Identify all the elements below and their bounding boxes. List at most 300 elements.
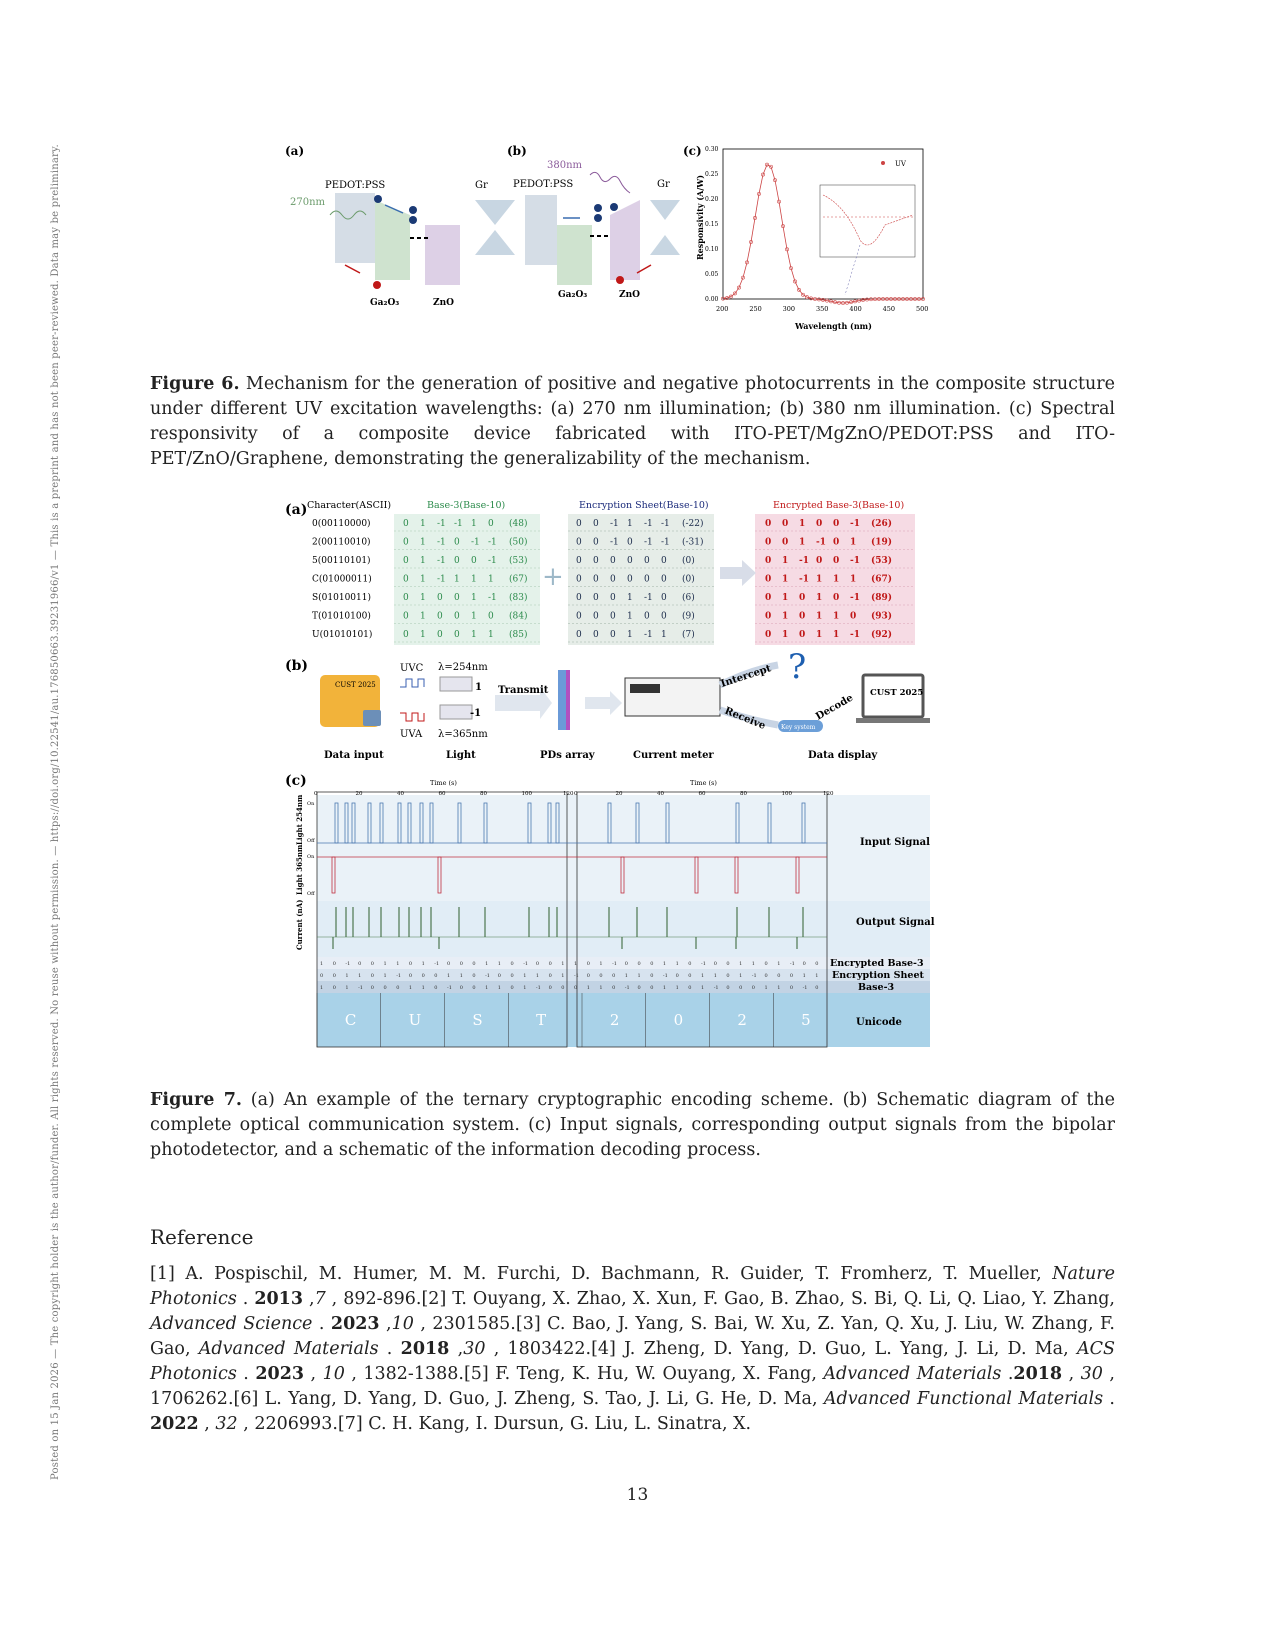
fig7c-digit: 0 — [789, 973, 794, 979]
fig6c-xtick-label: 450 — [882, 305, 896, 313]
fig7a-sheet-cell: 0 — [576, 537, 582, 548]
fig7a-encrypted-cell: 0 — [833, 593, 840, 603]
reference-journal: Advanced Functional Materials — [823, 1389, 1104, 1409]
fig6c-ytick-label: 0.00 — [705, 296, 719, 303]
fig7a-sheet-cell: 1 — [627, 611, 633, 622]
fig6a-ga2o3-label: Ga₂O₃ — [370, 298, 400, 308]
fig7c-digit: -1 — [701, 961, 706, 967]
fig7c-right-sheet: Encryption Sheet — [832, 970, 924, 981]
fig7a-base3-cell: -1 — [437, 556, 446, 566]
fig7a-base3-cell: (84) — [509, 611, 528, 622]
fig7a-base3-cell: 1 — [420, 556, 426, 566]
fig7c-right-output: Output Signal — [856, 917, 935, 928]
reference-pages: , 2206993. — [237, 1414, 338, 1434]
fig7a-sheet-cell: -1 — [644, 593, 653, 603]
reference-volume: 32 — [215, 1414, 238, 1434]
fig6b-electron-1 — [594, 204, 602, 212]
fig7a-sheet-cell: 0 — [644, 611, 650, 622]
fig7a-encrypted-cell: 0 — [765, 593, 772, 603]
fig7b-system-diagram — [285, 647, 930, 761]
fig7a-sheet-cell: -1 — [661, 519, 670, 529]
fig7a-base3-cell: 0 — [403, 519, 409, 529]
fig7c-digit: 0 — [459, 961, 463, 967]
fig7c-digit: 1 — [586, 985, 590, 991]
fig7a-base3-cell: (50) — [509, 537, 528, 548]
reference-authors: [4] J. Zheng, D. Yang, D. Guo, L. Yang, J. Li, D. Ma, — [591, 1339, 1077, 1359]
fig7a-sheet-cell: -1 — [644, 537, 653, 548]
fig7a-base3-cell: -1 — [437, 574, 446, 585]
fig7a-base3-header: Base-3(Base-10) — [427, 500, 506, 511]
fig7c-digit: 0 — [548, 973, 552, 979]
fig7a-base3-cell: 0 — [403, 556, 409, 566]
fig7c-digit: 1 — [739, 961, 743, 967]
reference-journal: Advanced Materials — [198, 1339, 379, 1359]
fig7a-encrypted-cell: 1 — [816, 611, 823, 622]
fig7a-base3-cell: -1 — [488, 556, 497, 566]
fig7c-digit: 0 — [612, 985, 616, 991]
reference-year: 2013 — [254, 1289, 304, 1309]
fig7c-digit: 1 — [561, 961, 565, 967]
fig7c-digit: 1 — [739, 973, 743, 979]
fig7-panel-a-label: (a) — [285, 502, 308, 518]
fig6a-electron-2 — [409, 206, 417, 214]
fig7a-sheet-cell: -1 — [644, 519, 653, 529]
fig7c-digit: 0 — [548, 961, 552, 967]
fig7a-sheet-cell: -1 — [610, 537, 619, 548]
fig7c-digit: -1 — [802, 985, 808, 991]
fig6c-xtick-label: 300 — [782, 305, 796, 313]
fig7c-time-tick: 0 — [314, 791, 318, 797]
fig7a-encrypted-cell: -1 — [816, 537, 826, 548]
fig7c-unicode-char: U — [408, 1011, 422, 1029]
fig7c-digit: 1 — [599, 961, 603, 967]
fig7a-base3-cell: 1 — [420, 519, 426, 529]
fig7c-digit: 1 — [764, 985, 768, 991]
reference-separator: , — [1062, 1364, 1081, 1384]
reference-volume: 30 — [1080, 1364, 1103, 1384]
fig7a-character-cell: U(01010101) — [312, 630, 373, 640]
reference-separator: . — [378, 1339, 401, 1359]
fig7a-sheet-cell: 0 — [576, 611, 582, 622]
fig7a-sheet-cell: 0 — [593, 611, 599, 622]
fig7a-encrypted-cell: 0 — [799, 593, 806, 603]
fig7a-encrypted-cell: 0 — [782, 519, 789, 529]
fig7c-digit: 1 — [345, 973, 349, 979]
fig7a-base3-cell: 0 — [437, 630, 443, 640]
fig7c-digit: 1 — [662, 985, 667, 991]
reference-separator: . — [312, 1314, 331, 1334]
fig7a-base3-cell: 1 — [488, 630, 494, 640]
fig7a-encrypted-cell: 1 — [850, 574, 857, 585]
reference-pages: , 2301585. — [413, 1314, 516, 1334]
fig7a-encrypted-cell: (19) — [871, 537, 893, 548]
fig7a-base3-cell: 1 — [471, 630, 477, 640]
fig7c-digit: 0 — [726, 961, 730, 967]
fig7c-digit: 1 — [421, 985, 425, 991]
reference-list — [150, 1262, 1115, 1437]
fig7a-base3-cell: (48) — [509, 519, 528, 529]
fig7c-digit: 1 — [777, 961, 781, 967]
fig7a-encrypted-cell: -1 — [850, 630, 860, 640]
reference-year: 2018 — [1013, 1364, 1063, 1384]
fig7a-encrypted-cell: 1 — [782, 593, 789, 603]
reference-journal: Advanced Materials — [823, 1364, 1002, 1384]
fig7a-base3-cell: -1 — [437, 519, 446, 529]
fig7a-sheet-cell: 0 — [593, 519, 599, 529]
fig7c-time-tick: 40 — [397, 791, 404, 797]
fig7c-digit: 1 — [662, 961, 667, 967]
fig7a-base3-cell: 1 — [420, 630, 426, 640]
fig7a-encrypted-cell: 1 — [816, 593, 823, 603]
fig7a-character-cell: 0(00110000) — [312, 519, 371, 529]
fig7c-digit: 0 — [586, 961, 590, 967]
fig7c-off-365: Off — [307, 891, 315, 897]
fig7c-digit: 1 — [358, 973, 362, 979]
fig7a-encrypted-cell: 0 — [850, 611, 857, 622]
fig7c-unicode-char: 0 — [673, 1011, 684, 1029]
fig7c-digit: 0 — [370, 973, 374, 979]
fig7c-digit: 0 — [472, 973, 476, 979]
fig7a-sheet-cell: 0 — [627, 574, 633, 585]
fig7c-digit: 0 — [726, 973, 730, 979]
fig7a-sheet-cell: 0 — [576, 593, 582, 603]
fig7a-base3-cell: (85) — [509, 630, 528, 640]
reference-separator: . — [1001, 1364, 1014, 1384]
fig7c-digit: 0 — [370, 961, 374, 967]
fig7a-sheet-cell: -1 — [644, 630, 653, 640]
fig7c-digit: 1 — [421, 961, 425, 967]
fig7a-encrypted-cell: (93) — [871, 611, 893, 622]
fig7c-digit: 0 — [612, 973, 616, 979]
fig7b-label-data-display: Data display — [808, 750, 878, 761]
fig7c-digit: -1 — [789, 961, 795, 967]
fig7a-base3-cell: 0 — [488, 519, 494, 529]
fig7c-digit: 0 — [637, 985, 641, 991]
fig7a-base3-cell: 0 — [403, 574, 409, 585]
fig7c-digit: 0 — [777, 973, 781, 979]
fig7c-digit: -1 — [624, 985, 630, 991]
fig7c-digit: 0 — [688, 961, 692, 967]
fig7a-base3-cell: -1 — [471, 537, 480, 548]
fig7c-digit: 0 — [586, 973, 590, 979]
fig7a-sheet-cell: 0 — [593, 556, 599, 566]
fig7a-sheet-cell: (0) — [682, 556, 695, 566]
fig7c-time-tick: 120 — [563, 791, 574, 797]
fig7a-encrypted-cell: (26) — [871, 519, 893, 529]
fig7a-base3-cell: 1 — [471, 611, 477, 622]
reference-journal: Advanced Science — [150, 1314, 313, 1334]
fig7c-digit: 0 — [713, 961, 717, 967]
fig6c-inset-frame — [820, 185, 915, 257]
fig7c-digit: 0 — [599, 973, 603, 979]
fig7c-unicode-char: T — [536, 1011, 547, 1029]
reference-authors: [1] A. Pospischil, M. Humer, M. M. Furchi, D. Bachmann, R. Guider, T. Fromherz, T. Mueller, — [150, 1264, 1053, 1284]
reference-year: 2018 — [400, 1339, 450, 1359]
fig6c-responsivity-plot — [695, 146, 928, 331]
fig7c-unicode-char: 2 — [737, 1011, 747, 1029]
fig7a-base3-cell: 0 — [437, 593, 443, 603]
fig7c-digit: 1 — [383, 973, 387, 979]
fig7a-sheet-cell: -1 — [610, 519, 619, 529]
fig6c-xtick-label: 350 — [816, 305, 829, 313]
fig7c-digit: 0 — [434, 973, 438, 979]
fig7a-sheet-cell: -1 — [661, 537, 670, 548]
fig7c-digit: 0 — [675, 973, 679, 979]
fig7c-digit: 0 — [510, 973, 514, 979]
fig6b-pedot-label: PEDOT:PSS — [513, 179, 574, 190]
fig7a-sheet-cell: 0 — [627, 556, 633, 566]
fig7b-plus1: 1 — [475, 682, 482, 693]
fig7c-digit: 1 — [485, 961, 489, 967]
fig7a-sheet-cell: 1 — [627, 630, 633, 640]
fig7c-digit: -1 — [612, 961, 617, 967]
fig7a-base3-cell: 0 — [403, 537, 409, 548]
current-meter-icon — [625, 678, 720, 716]
fig6c-xtick-label: 250 — [749, 305, 762, 313]
fig7c-time-tick: 20 — [615, 791, 623, 797]
fig7a-sheet-cell: 0 — [610, 574, 616, 585]
fig7c-digit: 1 — [624, 973, 628, 979]
fig7a-base3-cell: 1 — [420, 593, 426, 603]
fig7c-digit: 0 — [370, 985, 374, 991]
fig7a-encrypted-cell: 1 — [850, 537, 857, 548]
fig7a-base3-cell: 0 — [403, 593, 409, 603]
fig7c-digit: 0 — [510, 985, 514, 991]
fig7c-time-tick: 60 — [698, 791, 706, 797]
fig7c-digit: 1 — [447, 973, 451, 979]
fig7c-ylabel-254: Light 254nm — [295, 794, 304, 845]
fig7c-digit: 0 — [472, 985, 476, 991]
fig6b-hole — [616, 276, 624, 284]
page-number: 13 — [626, 1485, 649, 1505]
fig6c-ytick-label: 0.25 — [705, 171, 719, 178]
fig7a-character-cell: 2(00110010) — [312, 537, 371, 548]
fig7c-digit: 0 — [637, 961, 641, 967]
fig7a-base3-cell: 1 — [471, 574, 477, 585]
reference-volume: 7 — [314, 1289, 326, 1309]
fig7a-encrypted-cell: -1 — [850, 593, 860, 603]
fig7c-digit: 0 — [548, 985, 552, 991]
fig7c-digit: -1 — [713, 985, 719, 991]
fig7c-digit: 1 — [751, 961, 755, 967]
fig7a-sheet-cell: 1 — [627, 593, 633, 603]
figure-6-caption-label: Figure 6. — [150, 374, 240, 394]
fig7a-sheet-cell: 0 — [593, 537, 599, 548]
fig6c-responsivity-curve — [723, 165, 923, 303]
fig7a-sheet-cell: 0 — [593, 593, 599, 603]
fig7c-digit: 0 — [447, 961, 451, 967]
fig7a-encrypted-cell: 1 — [782, 611, 789, 622]
fig6c-legend-label: UV — [895, 160, 906, 168]
fig7a-base3-cell: 0 — [454, 556, 460, 566]
fig6c-xtick-label: 500 — [916, 305, 929, 313]
fig7c-ylabel-365: Light 365nm — [295, 844, 304, 895]
fig6c-ylabel: Responsivity (A/W) — [695, 174, 705, 260]
fig7a-sheet-cell: 0 — [610, 593, 616, 603]
fig7a-encrypted-cell: 1 — [816, 574, 823, 585]
fig7c-digit: 0 — [510, 961, 514, 967]
fig7c-digit: 1 — [345, 985, 349, 991]
fig7a-character-cell: 5(00110101) — [312, 556, 371, 566]
reference-pages: , 1382-1388. — [344, 1364, 464, 1384]
fig7a-encrypted-cell: 0 — [799, 611, 806, 622]
fig7c-right-input: Input Signal — [860, 837, 930, 848]
fig7a-sheet-cell: (0) — [682, 574, 695, 585]
fig7a-encrypted-cell: -1 — [850, 519, 860, 529]
fig7c-digit: -1 — [434, 961, 440, 967]
fig7c-digit: 0 — [815, 985, 819, 991]
fig7a-character-cell: S(01010011) — [312, 593, 371, 603]
figure-6-caption — [150, 372, 1115, 472]
fig7a-base3-cell: (67) — [509, 574, 528, 585]
fig7c-digit: 1 — [701, 973, 705, 979]
fig7a-base3-cell: 0 — [488, 611, 494, 622]
fig7c-digit: 0 — [332, 973, 336, 979]
fig7c-digit: -1 — [396, 973, 402, 979]
reference-separator: . — [236, 1364, 256, 1384]
fig7a-base3-cell: 1 — [454, 574, 460, 585]
fig7c-digit: 1 — [320, 985, 324, 991]
fig7b-decode-label: Decode — [814, 692, 856, 723]
reference-separator: , — [303, 1289, 315, 1309]
fig7c-digit: 0 — [332, 985, 336, 991]
fig7a-base3-cell: 0 — [437, 611, 443, 622]
fig6a-pedot-label: PEDOT:PSS — [325, 180, 386, 191]
figure-7-caption — [150, 1088, 1115, 1163]
fig7a-encrypted-cell: (67) — [871, 574, 893, 585]
fig7a-sheet-cell: 0 — [627, 537, 633, 548]
fig7c-time-tick: 80 — [740, 791, 747, 797]
reference-pages: , 1803422. — [485, 1339, 592, 1359]
fig7c-digit: 0 — [383, 985, 387, 991]
fig7a-base3-cell: 1 — [420, 537, 426, 548]
fig7a-encrypted-cell: 0 — [816, 519, 823, 529]
fig7c-digit: -1 — [447, 985, 452, 991]
fig7a-encrypted-cell: (53) — [871, 556, 893, 566]
fig7a-encrypted-cell: 0 — [816, 556, 823, 566]
fig6a-270nm-label: 270nm — [290, 197, 326, 208]
fig7b-minus1: -1 — [470, 708, 482, 719]
fig7b-pd-array-layer — [566, 670, 570, 730]
fig6c-ytick-label: 0.30 — [705, 146, 719, 153]
fig7a-sheet-cell: 0 — [593, 630, 599, 640]
fig7c-digit: 0 — [650, 961, 654, 967]
fig7c-digit: 0 — [535, 961, 540, 967]
fig7a-character-header: Character(ASCII) — [307, 500, 392, 511]
fig6a-gr-label: Gr — [475, 180, 488, 191]
fig7c-digit: 0 — [408, 961, 413, 967]
fig7a-encrypted-cell: 0 — [765, 574, 772, 585]
fig7a-sheet-cell: 0 — [576, 574, 582, 585]
fig7a-base3-cell: 0 — [454, 593, 460, 603]
fig6b-electron-3 — [610, 203, 618, 211]
fig7a-encoding-table — [285, 500, 915, 645]
fig6b-ga2o3-band — [557, 225, 592, 285]
fig6c-xlabel: Wavelength (nm) — [795, 321, 872, 331]
fig6a-ga2o3-band — [375, 200, 410, 280]
fig7c-time-tick: 0 — [574, 791, 578, 797]
fig7c-ylabel-current: Current (nA) — [295, 899, 304, 950]
fig7c-digit: -1 — [662, 973, 668, 979]
fig7c-time-tick: 20 — [355, 791, 363, 797]
fig7c-digit: 1 — [675, 985, 679, 991]
fig7a-encrypted-cell: 0 — [833, 556, 840, 566]
fig7b-uvc-lamp — [440, 677, 472, 691]
fig7a-sheet-cell: (7) — [682, 630, 695, 640]
fig7a-sheet-cell: 0 — [610, 556, 616, 566]
fig7a-base3-cell: 1 — [420, 611, 426, 622]
fig7c-digit: 1 — [497, 985, 501, 991]
fig7c-unicode-char: 5 — [801, 1011, 811, 1029]
fig7c-digit: 1 — [574, 961, 578, 967]
fig7b-uvc-label: UVC — [400, 663, 424, 674]
fig7a-sheet-cell: 0 — [576, 630, 582, 640]
fig7a-sheet-cell: 0 — [644, 574, 650, 585]
fig7a-base3-cell: 0 — [454, 537, 460, 548]
fig7a-encrypted-cell: 1 — [833, 574, 840, 585]
fig7a-sheet-cell: 0 — [661, 574, 667, 585]
fig7a-sheet-cell: 0 — [576, 519, 582, 529]
fig7a-base3-cell: 0 — [471, 556, 477, 566]
fig6c-xtick-label: 200 — [716, 305, 729, 313]
fig6b-pedot-band — [525, 195, 557, 265]
fig6c-xtick-label: 400 — [849, 305, 862, 313]
fig7b-receive-label: Receive — [722, 705, 767, 732]
fig7c-time-tick: 120 — [823, 791, 834, 797]
reference-separator: , — [198, 1414, 216, 1434]
reference-heading: Reference — [150, 1225, 254, 1249]
lock-icon — [363, 710, 381, 726]
reference-pages: , 1706262. — [150, 1364, 1115, 1409]
fig7c-digit: 0 — [802, 961, 806, 967]
fig7c-digit: 1 — [802, 973, 806, 979]
fig7b-uva-label: UVA — [400, 729, 423, 740]
fig7c-digit: 0 — [650, 973, 654, 979]
fig7c-on-365: On — [307, 854, 315, 860]
fig7c-digit: 0 — [421, 973, 425, 979]
fig7a-base3-cell: -1 — [454, 519, 463, 529]
fig7a-encrypted-cell: 1 — [833, 630, 840, 640]
fig6b-graphene-cone — [650, 200, 680, 255]
fig6-panel-c-label: (c) — [683, 144, 702, 158]
fig7c-digit: 1 — [777, 985, 781, 991]
fig7a-sheet-cell: (6) — [682, 593, 695, 603]
fig7a-encrypted-cell: 1 — [799, 537, 806, 548]
reference-volume: 10 — [391, 1314, 414, 1334]
fig7c-digit: 0 — [358, 961, 362, 967]
fig7b-365-label: λ=365nm — [438, 729, 488, 740]
fig7a-base3-cell: 0 — [454, 611, 460, 622]
laptop-base — [856, 718, 930, 723]
fig7c-on-254: On — [307, 801, 315, 807]
fig7a-base3-cell: (83) — [509, 593, 528, 603]
reference-journal: Nature Photonics — [150, 1264, 1115, 1309]
reference-authors: [7] C. H. Kang, I. Dursun, G. Liu, L. Sinatra, X. — [337, 1414, 752, 1434]
reference-separator: , — [379, 1314, 392, 1334]
fig7c-digit: 1 — [535, 973, 540, 979]
fig7c-digit: 0 — [497, 973, 501, 979]
fig7a-sheet-cell: 0 — [644, 556, 650, 566]
fig6b-zno-band — [610, 200, 640, 280]
fig7a-encrypted-cell: -1 — [799, 556, 809, 566]
fig7c-digit: 1 — [408, 985, 413, 991]
figure-6 — [285, 145, 985, 355]
fig7c-right-unicode: Unicode — [856, 1017, 902, 1028]
fig6-panel-b-label: (b) — [507, 144, 527, 158]
fig6c-legend-marker — [881, 161, 885, 165]
fig7c-digit: 0 — [688, 985, 692, 991]
fig7c-digit: 1 — [383, 961, 387, 967]
